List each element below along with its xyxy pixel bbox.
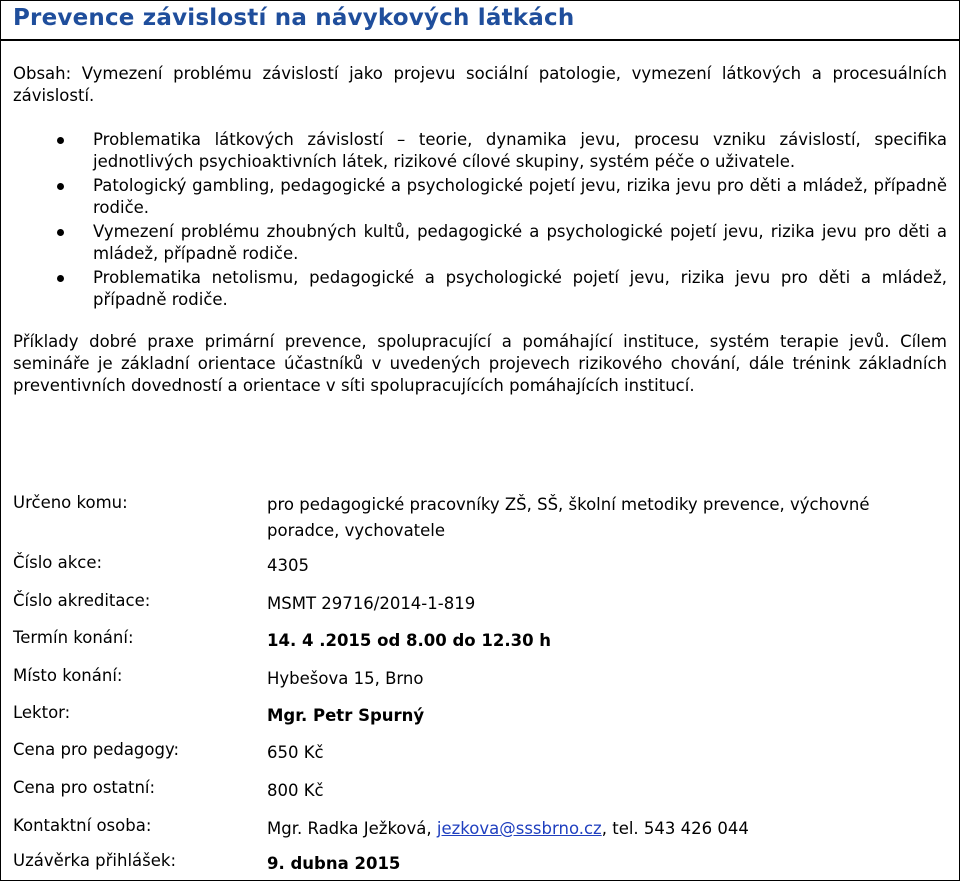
event-number-value: 4305 bbox=[267, 556, 309, 575]
detail-row-venue bbox=[13, 666, 947, 690]
venue-label: Místo konání: bbox=[13, 666, 123, 685]
bullet-icon bbox=[57, 137, 64, 144]
intro-text: Obsah: Vymezení problému závislostí jako projevu sociální patologie, vymezení látkových a procesuálních závislostí. bbox=[13, 64, 947, 105]
audience-value: pro pedagogické pracovníky ZŠ, SŠ, školní metodiky prevence, výchovné poradce, vychovatele bbox=[267, 495, 870, 540]
detail-row-price-others bbox=[13, 778, 947, 802]
bullet-icon bbox=[57, 275, 64, 282]
lecturer-value: Mgr. Petr Spurný bbox=[267, 706, 425, 725]
price-teachers-value: 650 Kč bbox=[267, 743, 324, 762]
list-item: Patologický gambling, pedagogické a psychologické pojetí jevu, rizika jevu pro děti a mládež, případně rodiče. bbox=[13, 175, 947, 219]
price-teachers-label: Cena pro pedagogy: bbox=[13, 740, 180, 759]
bullet-icon bbox=[57, 183, 64, 190]
contact-value bbox=[267, 816, 907, 842]
contact-email-link[interactable]: jezkova@sssbrno.cz bbox=[436, 819, 602, 838]
date-label: Termín konání: bbox=[13, 628, 134, 647]
detail-row-deadline bbox=[13, 851, 947, 875]
detail-row-event-number bbox=[13, 553, 947, 577]
contact-phone: , tel. 543 426 044 bbox=[601, 819, 749, 838]
price-others-label: Cena pro ostatní: bbox=[13, 778, 156, 797]
lecturer-label: Lektor: bbox=[13, 703, 71, 722]
contact-name: Mgr. Radka Ježková, bbox=[267, 819, 432, 838]
detail-row-date bbox=[13, 628, 947, 652]
event-number-label: Číslo akce: bbox=[13, 553, 103, 572]
price-others-value: 800 Kč bbox=[267, 781, 324, 800]
audience-label: Určeno komu: bbox=[13, 493, 128, 512]
contact-label: Kontaktní osoba: bbox=[13, 816, 152, 835]
date-value: 14. 4 .2015 od 8.00 do 12.30 h bbox=[267, 631, 552, 650]
page-title: Prevence závislostí na návykových látkách bbox=[13, 5, 575, 31]
list-item: Problematika netolismu, pedagogické a psychologické pojetí jevu, rizika jevu pro děti a mládež, případně rodiče. bbox=[13, 267, 947, 311]
deadline-label: Uzávěrka přihlášek: bbox=[13, 851, 177, 870]
bullet-icon bbox=[57, 229, 64, 236]
detail-row-accreditation bbox=[13, 591, 947, 615]
summary-text: Příklady dobré praxe primární prevence, spolupracující a pomáhající instituce, systém terapie jevů. Cílem semináře je základní orientace účastníků v uvedených projevech rizikového chování, dále trénink základních preventivních dovedností a orientace v síti spolupracujících pomáhajících institucí. bbox=[13, 332, 947, 395]
detail-row-audience bbox=[13, 493, 947, 540]
deadline-value: 9. dubna 2015 bbox=[267, 854, 401, 873]
accreditation-label: Číslo akreditace: bbox=[13, 591, 151, 610]
accreditation-value: MSMT 29716/2014-1-819 bbox=[267, 594, 476, 613]
detail-row-price-teachers bbox=[13, 740, 947, 764]
topic-list bbox=[13, 129, 947, 311]
detail-row-contact bbox=[13, 816, 947, 840]
course-description bbox=[13, 63, 947, 397]
detail-row-lecturer bbox=[13, 703, 947, 727]
list-item: Vymezení problému zhoubných kultů, pedagogické a psychologické pojetí jevu, rizika jevu pro děti a mládež, případně rodiče. bbox=[13, 221, 947, 265]
list-item: Problematika látkových závislostí – teorie, dynamika jevu, procesu vzniku závislostí, specifika jednotlivých psychioaktivních látek, rizikové cílové skupiny, systém péče o uživatele. bbox=[13, 129, 947, 173]
venue-value: Hybešova 15, Brno bbox=[267, 669, 424, 688]
title-bar bbox=[1, 1, 959, 41]
